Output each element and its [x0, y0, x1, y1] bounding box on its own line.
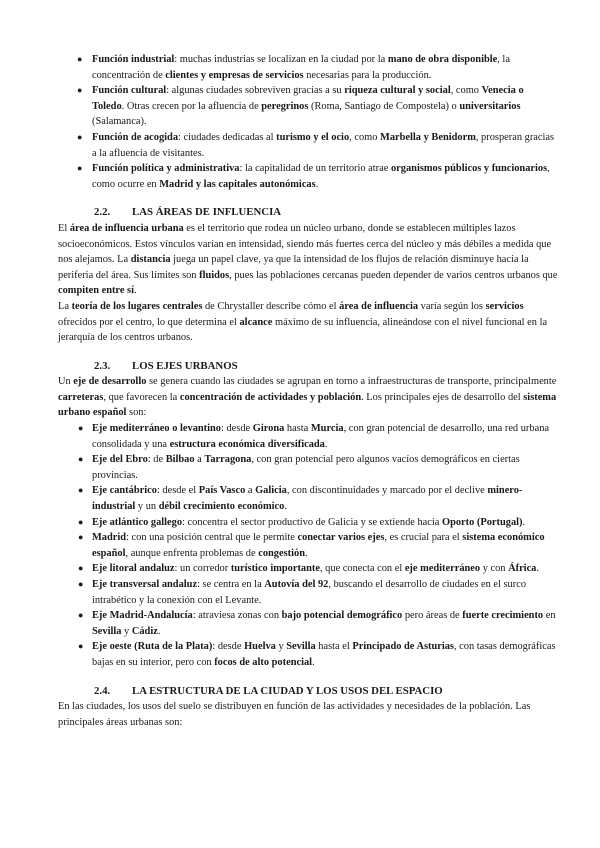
list-item-text: Eje cantábrico: desde el País Vasco a Galicia, con discontinuidades y marcado por el declive minero-industrial y un débil crecimiento económico.: [92, 485, 523, 513]
list-item: [58, 452, 558, 483]
bullet-icon: ●: [78, 454, 84, 465]
section-number: 2.3.: [94, 359, 111, 372]
bullet-icon: ●: [78, 516, 84, 527]
section-heading-2-2: [58, 205, 558, 221]
list-item: [58, 577, 558, 608]
bullet-icon: ●: [77, 163, 83, 174]
section-heading-2-3: [58, 359, 558, 375]
bullet-icon: ●: [78, 485, 84, 496]
section-title: LOS EJES URBANOS: [132, 359, 238, 372]
paragraph: El área de influencia urbana es el territorio que rodea un núcleo urbano, donde se establecen múltiples lazos socioeconómicos. Estos vínculos varían en intensidad, siendo más fuertes cerca del núcleo y más débiles a medida que nos alejamos. La distancia juega un papel clave, ya que la intensidad de los flujos de relación disminuye hacia la periferia del área. Sus límites son fluidos, pues las poblaciones cercanas pueden depender de varios centros urbanos que compiten entre sí.: [58, 222, 558, 297]
bullet-icon: ●: [77, 131, 83, 142]
bullet-icon: ●: [78, 641, 84, 652]
section-heading-2-4: [58, 684, 558, 700]
list-item-text: Madrid: con una posición central que le permite conectar varios ejes, es crucial para el sistema económico español, aunque enfrenta problemas de congestión.: [92, 532, 545, 559]
bullet-icon: ●: [77, 54, 83, 64]
list-item-text: Función industrial: muchas industrias se localizan en la ciudad por la mano de obra disponible, la concentración de clientes y empresas de servicios necesarias para la producción.: [92, 54, 510, 81]
list-item-text: Eje Madrid-Andalucía: atraviesa zonas con bajo potencial demográfico pero áreas de fuerte crecimiento en Sevilla y Cádiz.: [92, 610, 556, 637]
section-title: LA ESTRUCTURA DE LA CIUDAD Y LOS USOS DEL ESPACIO: [132, 684, 443, 697]
list-item: [58, 515, 558, 531]
list-item-text: Eje litoral andaluz: un corredor turístico importante, que conecta con el eje mediterráneo y con África.: [92, 563, 539, 575]
list-item: [58, 639, 558, 670]
list-item-text: Función de acogida: ciudades dedicadas al turismo y el ocio, como Marbella y Benidorm, prosperan gracias a la afluencia de visitantes.: [92, 131, 555, 159]
list-item-text: Eje del Ebro: de Bilbao a Tarragona, con gran potencial pero algunos vacíos demográficos en ciertas provincias.: [92, 454, 520, 481]
paragraph: Un eje de desarrollo se genera cuando las ciudades se agrupan en torno a infraestructuras de transporte, principalmente carreteras, que favorecen la concentración de actividades y población. Los principales ejes de desarrollo del sistema urbano español son:: [58, 376, 557, 419]
bullet-icon: ●: [78, 563, 84, 574]
section-number: 2.4.: [94, 684, 111, 697]
list-item: [58, 483, 558, 514]
funciones-list: [58, 52, 558, 192]
section-number: 2.2.: [94, 206, 111, 219]
document-content: [58, 52, 558, 730]
list-item-text: Eje transversal andaluz: se centra en la Autovía del 92, buscando el desarrollo de ciudades en el surco intrabético y la conexión con el Levante.: [92, 579, 527, 606]
list-item-text: Eje atlántico gallego: concentra el sector productivo de Galicia y se extiende hacia Oporto (Portugal).: [92, 516, 526, 528]
list-item: [58, 561, 558, 577]
list-item: [58, 161, 558, 192]
paragraph: La teoría de los lugares centrales de Chrystaller describe cómo el área de influencia varía según los servicios ofrecidos por el centro, lo que determina el alcance máximo de su influencia, alineándose con el nivel funcional en la jerarquía de los centros urbanos.: [58, 300, 548, 344]
bullet-icon: ●: [78, 423, 84, 434]
list-item-text: Función cultural: algunas ciudades sobreviven gracias a su riqueza cultural y social, como Venecia o Toledo. Otras crecen por la afluencia de peregrinos (Roma, Santiago de Compostela) o universitarios (Salamanca).: [92, 85, 524, 128]
list-item: [58, 83, 558, 130]
list-item-text: Eje oeste (Ruta de la Plata): desde Huelva y Sevilla hasta el Principado de Asturias, con tasas demográficas bajas en su interior, pero con focos de alto potencial.: [92, 641, 556, 668]
list-item-text: Eje mediterráneo o levantino: desde Girona hasta Murcia, con gran potencial de desarrollo, una red urbana consolidada y una estructura económica diversificada.: [92, 423, 549, 450]
list-item: [58, 52, 558, 83]
list-item: [58, 130, 558, 161]
list-item-text: Función política y administrativa: la capitalidad de un territorio atrae organismos públicos y funcionarios, como ocurre en Madrid y las capitales autonómicas.: [92, 163, 550, 190]
bullet-icon: ●: [78, 610, 84, 621]
bullet-icon: ●: [78, 579, 84, 589]
section-title: LAS ÁREAS DE INFLUENCIA: [132, 206, 282, 219]
bullet-icon: ●: [77, 85, 83, 96]
list-item: [58, 530, 558, 561]
paragraph: En las ciudades, los usos del suelo se distribuyen en función de las actividades y necesidades de la población. Las principales áreas urbanas son:: [58, 701, 531, 728]
bullet-icon: ●: [78, 532, 84, 543]
list-item: [58, 608, 558, 639]
list-item: [58, 421, 558, 452]
ejes-list: [58, 421, 558, 671]
